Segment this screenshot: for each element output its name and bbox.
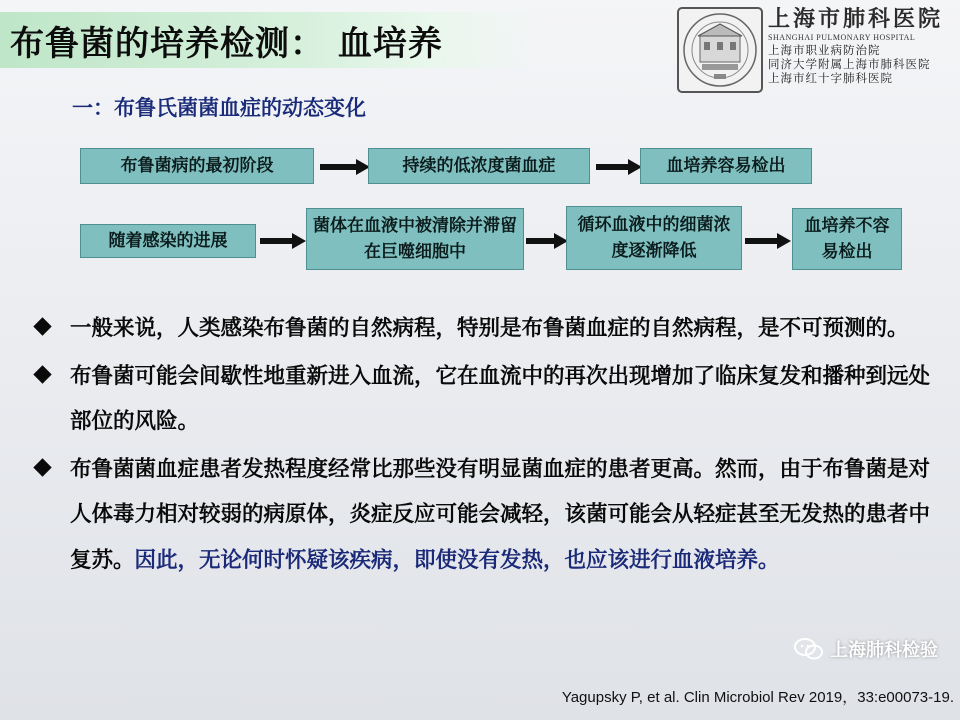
hospital-subtitle: 上海市红十字肺科医院 (768, 71, 893, 85)
wechat-watermark (794, 636, 938, 662)
watermark-text: 上海肺科检验 (830, 640, 938, 661)
bullet-text: 布鲁菌菌血症患者发热程度经常比那些没有明显菌血症的患者更高。然而，由于布鲁菌是对人体毒力相对较弱的病原体，炎症反应可能会减轻，该菌可能会从轻症甚至无发热的患者中复苏。 (70, 456, 931, 573)
bullet-list (30, 306, 935, 585)
bullet-item (30, 306, 935, 352)
right-arrow-icon (596, 159, 642, 175)
flow-step-persistent-bacteremia: 持续的低浓度菌血症 (368, 148, 590, 184)
bullet-item (30, 354, 935, 445)
hospital-logo (676, 6, 946, 96)
bullet-text: 布鲁菌可能会间歇性地重新进入血流，它在血流中的再次出现增加了临床复发和播种到远处部位的风险。 (70, 363, 931, 434)
bullet-highlight-text: 因此，无论何时怀疑该疾病，即使没有发热，也应该进行血液培养。 (134, 547, 780, 573)
right-arrow-icon (320, 159, 370, 175)
page-title: 布鲁菌的培养检测： 血培养 (10, 23, 443, 64)
flow-step-cleared-macrophage: 菌体在血液中被清除并滞留在巨噬细胞中 (306, 208, 524, 270)
right-arrow-icon (260, 233, 306, 249)
diamond-bullet-icon (33, 317, 51, 335)
wechat-icon (794, 637, 824, 661)
flow-step-initial-stage: 布鲁菌病的最初阶段 (80, 148, 314, 184)
diamond-bullet-icon (33, 365, 51, 383)
hospital-english-name: SHANGHAI PULMONARY HOSPITAL (768, 33, 916, 42)
right-arrow-icon (745, 233, 791, 249)
hospital-seal-icon (676, 6, 764, 94)
title-band (0, 12, 540, 68)
diamond-bullet-icon (33, 458, 51, 476)
flow-step-easy-detection: 血培养容易检出 (640, 148, 812, 184)
hospital-subtitle: 同济大学附属上海市肺科医院 (768, 57, 931, 71)
hospital-subtitle: 上海市职业病防治院 (768, 43, 881, 57)
bullet-item (30, 447, 935, 584)
hospital-name: 上海市肺科医院 (768, 6, 944, 32)
citation: Yagupsky P, et al. Clin Microbiol Rev 2019，33:e00073-19. (561, 689, 954, 706)
flow-step-decreasing-concentration: 循环血液中的细菌浓度逐渐降低 (566, 206, 742, 270)
flow-step-hard-detection: 血培养不容易检出 (792, 208, 902, 270)
bullet-text: 一般来说，人类感染布鲁菌的自然病程，特别是布鲁菌血症的自然病程，是不可预测的。 (70, 316, 909, 341)
right-arrow-icon (526, 233, 568, 249)
flow-step-infection-progress: 随着感染的进展 (80, 224, 256, 258)
section-heading: 一：布鲁氏菌菌血症的动态变化 (72, 95, 366, 120)
